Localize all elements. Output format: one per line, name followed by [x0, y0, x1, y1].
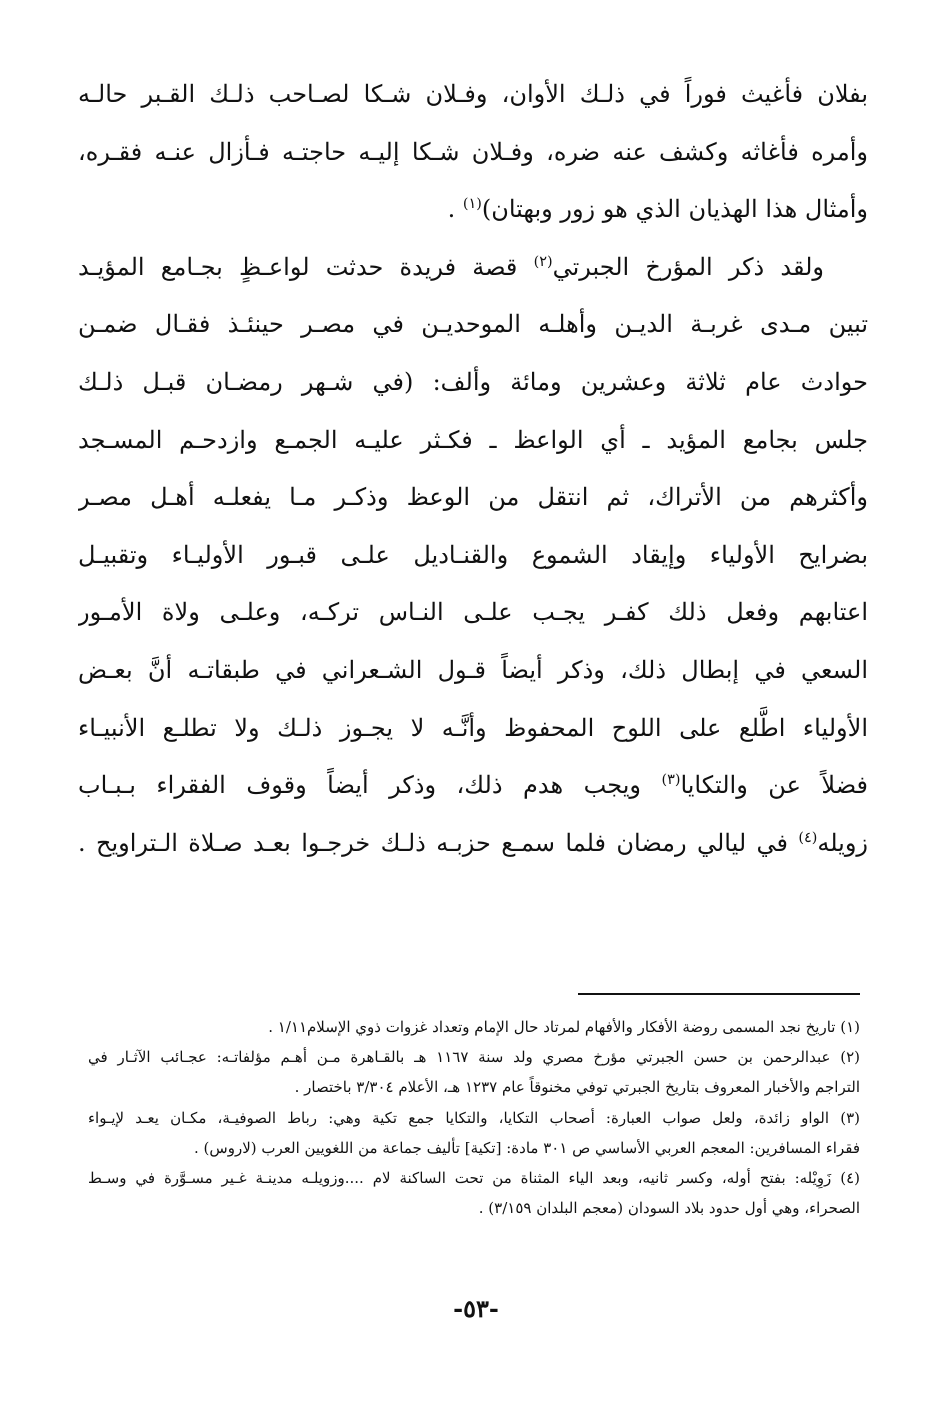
text-line	[78, 239, 868, 297]
footnote-line: الصحراء، وهي أول حدود بلاد السودان (معجم البلدان ٣/١٥٩) .	[478, 1199, 860, 1218]
footnote-line: (٢) عبدالرحمن بن حسن الجبرتي مؤرخ مصري ولد سنة ١١٦٧ هـ بالقـاهرة مـن أهـم مؤلفاتـه: عجـائب الآثـار في	[88, 1048, 860, 1067]
text-segment: فضلاً عن والتكايا	[680, 771, 868, 800]
text-segment: في ليالي رمضان فلما سمـع حزبـه ذلـك خرجـوا بعـد صـلاة الـتراويح .	[78, 828, 799, 857]
main-text-block	[78, 66, 868, 872]
footnotes-block	[88, 1012, 860, 1223]
text-line: بضرايح الأولياء وإيقاد الشموع والقنـاديل علـى قبـور الأوليـاء وتقبيـل	[78, 540, 868, 569]
footnote-line: التراجم والأخبار المعروف بتاريخ الجبرتي توفي مخنوقاً عام ١٢٣٧ هـ، الأعلام ٣/٣٠٤ باختصار .	[294, 1078, 860, 1097]
text-line: وأمره فأغاثه وكشف عنه ضره، وفـلان شـكا إليـه حاجتـه فـأزال عنـه فقـره،	[78, 137, 868, 166]
text-line: الأولياء اطَّلع على اللوح المحفوظ وأنَّـه لا يجـوز ذلـك ولا تطلـع الأنبيـاء	[78, 713, 868, 742]
text-line	[78, 815, 868, 873]
text-line	[78, 757, 868, 815]
text-line: بفلان فأغيث فوراً في ذلـك الأوان، وفـلان شـكا لصـاحب ذلـك القـبر حالـه	[78, 80, 868, 108]
text-line: جلس بجامع المؤيد ـ أي الواعظ ـ فكـثر عليـه الجمـع وازدحـم المسـجد	[78, 425, 868, 454]
text-segment: ويجب هدم ذلك، وذكر أيضاً وقوف الفقراء بـبـاب	[78, 771, 662, 800]
text-line: تبين مـدى غربـة الديـن وأهلـه الموحديـن في مصـر حينئـذ فقـال ضمـن	[78, 310, 868, 339]
footnote-line: (١) تاريخ نجد المسمى روضة الأفكار والأفهام لمرتاد حال الإمام وتعداد غزوات ذوي الإسلام١/١١ .	[268, 1018, 860, 1036]
text-line: اعتابهم وفعل ذلك كفـر يجـب علـى النـاس تركـه، وعلـى ولاة الأمـور	[78, 598, 868, 627]
text-segment: زويله	[817, 828, 868, 857]
text-line: السعي في إبطال ذلك، وذكر أيضاً قـول الشـعراني في طبقاتـه أنَّ بعـض	[78, 655, 868, 684]
text-segment: .	[447, 195, 463, 224]
footnote-ref-1: (١)	[462, 196, 482, 213]
footnote-line: (٣) الواو زائدة، ولعل صواب العبارة: أصحاب التكايا، والتكايا جمع تكية وهي: رباط الصوفيـة، مكـان يعـد لإيـواء	[88, 1108, 860, 1127]
text-segment: ولقد ذكر المؤرخ الجبرتي	[552, 252, 825, 281]
text-line: وأكثرهم من الأتراك، ثم انتقل من الوعظ وذكـر مـا يفعلـه أهـل مصـر	[78, 483, 868, 512]
page-number: -٥٣-	[453, 1294, 499, 1323]
footnote-ref-4: (٤)	[798, 829, 818, 846]
text-line: حوادث عام ثلاثة وعشرين ومائة وألف: (في شـهر رمضـان قبـل ذلـك	[78, 367, 868, 396]
text-line	[78, 181, 868, 239]
footnote-divider	[578, 993, 860, 995]
footnote-ref-2: (٢)	[533, 253, 553, 270]
footnote-line: فقراء المسافرين: المعجم العربي الأساسي ص ٣٠١ مادة: [تكية] تأليف جماعة من اللغويين العرب (لاروس) .	[194, 1138, 860, 1157]
footnote-line: (٤) زَوِيْله: بفتح أوله، وكسر ثانيه، وبعد الياء المثناة من تحت الساكنة لام ....وزويلـه مدينـة غـير مسـوَّرة في وسـط	[88, 1168, 860, 1187]
footnote-ref-3: (٣)	[661, 772, 681, 789]
text-segment: وأمثال هذا الهذيان الذي هو زور وبهتان)	[481, 195, 868, 224]
text-segment: قصة فريدة حدثت لواعـظٍ بجـامع المؤيـد	[78, 252, 534, 281]
